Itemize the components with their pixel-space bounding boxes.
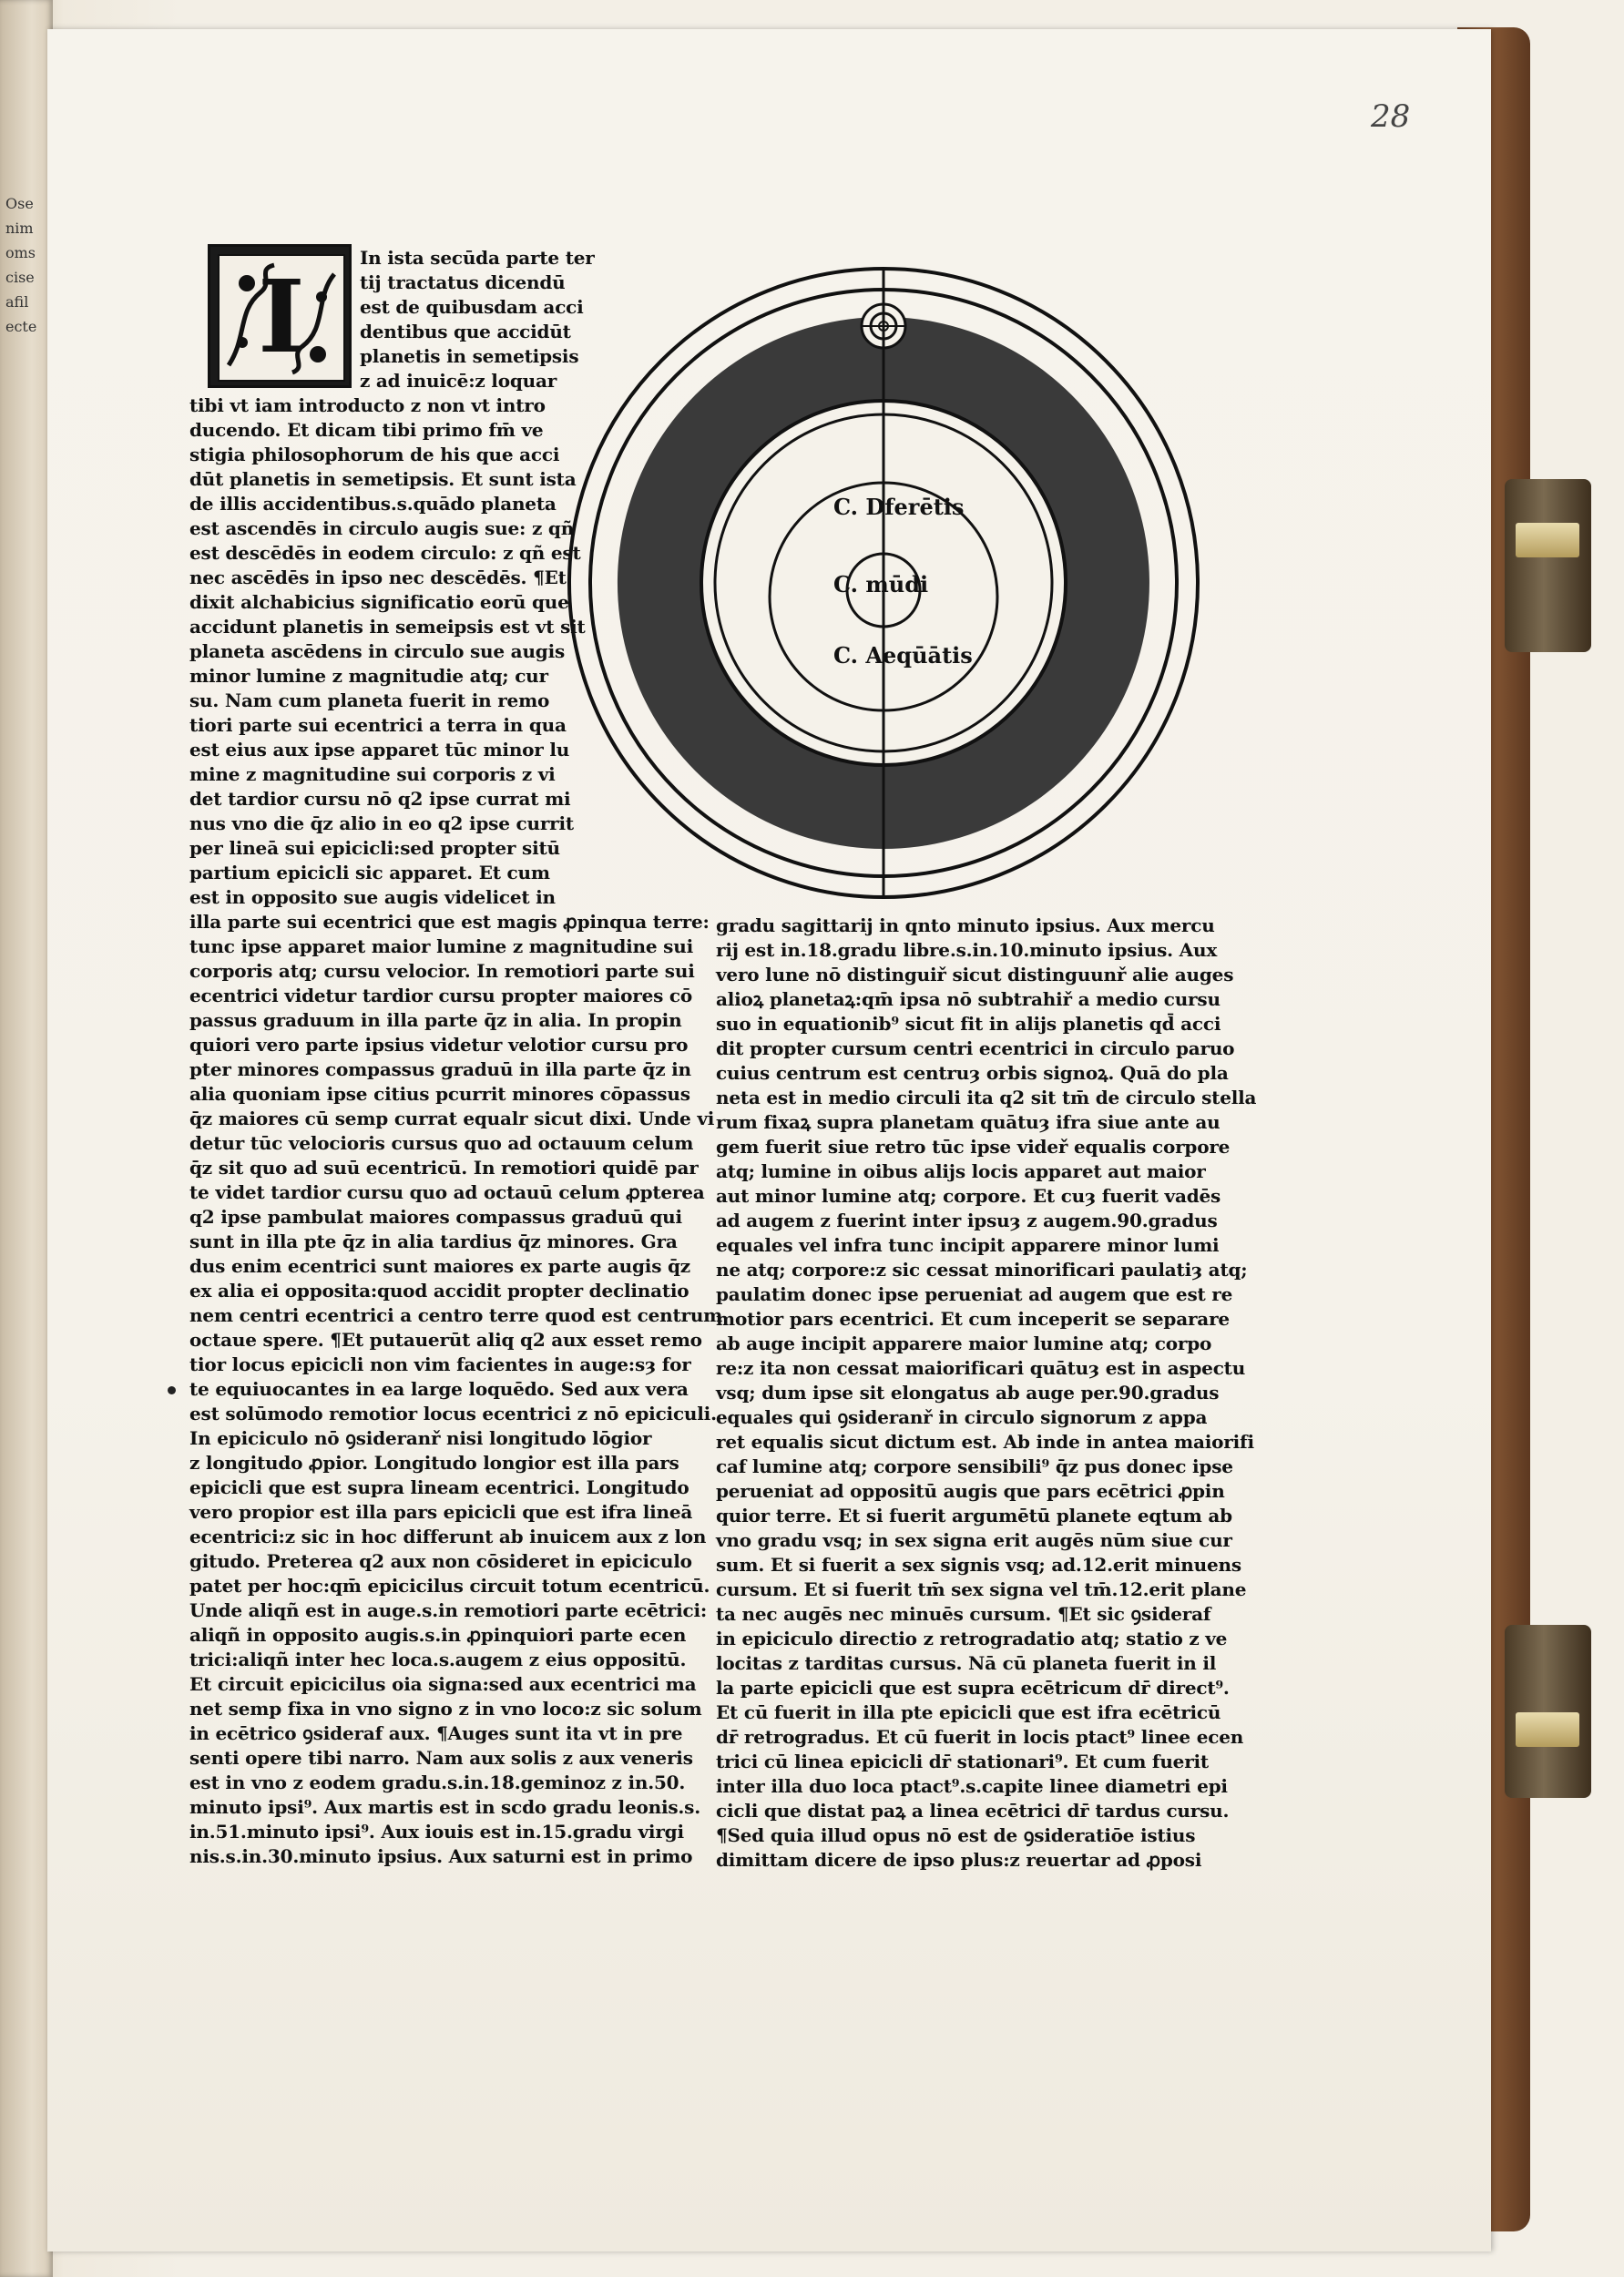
text-line: dr̄ retrogradus. Et cū fuerit in locis ptact⁹ linee ecen	[716, 1726, 1244, 1748]
text-line: tiori parte sui ecentrici a terra in qua	[189, 714, 567, 736]
label-deferentis: C. Dferētis	[833, 494, 965, 520]
left-leaf-text-fragments: Ose nim oms cise afil ecte	[5, 195, 37, 335]
text-line: est eius aux ipse apparet tūc minor lu	[189, 739, 570, 761]
label-equantis: C. Aeqūātis	[833, 642, 973, 669]
text-line: te videt tardior cursu quo ad octauū celum ꝓpterea	[189, 1181, 705, 1203]
planetary-circles-diagram	[565, 255, 1202, 911]
text-line: trici:aliqñ inter hec loca.s.augem z eius oppositū.	[189, 1649, 687, 1670]
initial-letter: I	[258, 258, 305, 375]
text-line: corporis atq; cursu velocior. In remotiori parte sui	[189, 960, 695, 982]
upper-clasp-brass	[1516, 523, 1579, 557]
text-line: ex alia ei opposita:quod accidit propter declinatio	[189, 1280, 689, 1302]
text-line: vero propior est illa pars epicicli que est ifra lineā	[189, 1501, 693, 1523]
text-line: dus enim ecentrici sunt maiores ex parte augis q̄z	[189, 1255, 690, 1277]
text-line: Et circuit epicicilus oia signa:sed aux ecentrici ma	[189, 1673, 697, 1695]
text-line: nec ascēdēs in ipso nec descēdēs. ¶Et	[189, 567, 567, 588]
text-line: ducendo. Et dicam tibi primo fm̄ ve	[189, 419, 544, 441]
text-line: aliqñ in opposito augis.s.in ꝓpinquiori parte ecen	[189, 1624, 687, 1646]
text-line: caf lumine atq; corpore sensibili⁹ q̄z pus donec ipse	[716, 1455, 1233, 1477]
text-line: re:z ita non cessat maiorificari quātuȝ est in aspectu	[716, 1357, 1246, 1379]
text-line: sunt in illa pte q̄z in alia tardius q̄z minores. Gra	[189, 1230, 678, 1252]
text-line: neta est in medio circuli ita q2 sit tm̄ de circulo stella	[716, 1087, 1257, 1108]
text-line: detur tūc velocioris cursus quo ad octauum celum	[189, 1132, 694, 1154]
text-line: patet per hoc:qm̄ epicicilus circuit totum ecentricū.	[189, 1575, 710, 1597]
text-line: dixit alchabicius significatio eorū que	[189, 591, 569, 613]
text-line: ta nec augēs nec minuēs cursum. ¶Et sic ꝯsideraf	[716, 1603, 1211, 1625]
lower-clasp-brass	[1516, 1712, 1579, 1747]
text-line: ¶Sed quia illud opus nō est de ꝯsideratiōe istius	[716, 1824, 1196, 1846]
text-line: tij tractatus dicendū	[360, 271, 566, 293]
margin-marker-dot	[168, 1386, 176, 1394]
text-line: cuius centrum est centruȝ orbis signoꝝ. Quā do pla	[716, 1062, 1229, 1084]
text-line: In epiciculo nō ꝯsideranř nisi longitudo lōgior	[189, 1427, 652, 1449]
text-line: q̄z maiores cū semp currat equalr sicut dixi. Unde vi	[189, 1108, 715, 1129]
text-line: minor lumine z magnitudie atq; cur	[189, 665, 548, 687]
text-line: passus graduum in illa parte q̄z in alia. In propin	[189, 1009, 682, 1031]
text-line: In ista secūda parte ter	[360, 247, 595, 269]
text-line: dit propter cursum centri ecentrici in circulo paruo	[716, 1037, 1235, 1059]
column-2-text	[716, 914, 1257, 1873]
adjacent-left-leaf	[0, 0, 53, 2277]
decorated-initial-field	[218, 254, 345, 382]
text-line: epicicli que est supra lineam ecentrici. Longitudo	[189, 1476, 689, 1498]
text-line: te equiuocantes in ea large loquēdo. Sed aux vera	[189, 1378, 689, 1400]
text-line: gitudo. Preterea q2 aux non cōsideret in epiciculo	[189, 1550, 692, 1572]
text-line: dūt planetis in semetipsis. Et sunt ista	[189, 468, 577, 490]
column-1-intro-text	[360, 246, 595, 393]
text-line: in epiciculo directio z retrogradatio atq; statio z ve	[716, 1628, 1228, 1649]
text-line: q̄z sit quo ad suū ecentricū. In remotiori quidē par	[189, 1157, 699, 1179]
text-line: quiori vero parte ipsius videtur velotior cursu pro	[189, 1034, 689, 1056]
text-line: illa parte sui ecentrici que est magis ꝓpinqua terre:	[189, 911, 710, 933]
text-line: quior terre. Et si fuerit argumētū planete eqtum ab	[716, 1505, 1232, 1527]
text-line: accidunt planetis in semeipsis est vt sit	[189, 616, 586, 638]
text-line: ad augem z fuerint inter ipsuȝ z augem.90.gradus	[716, 1210, 1218, 1231]
text-line: trici cū linea epicicli dr̄ stationari⁹. Et cum fuerit	[716, 1751, 1209, 1772]
text-line: est descēdēs in eodem circulo: z qñ est	[189, 542, 581, 564]
text-line: vno gradu vsq; in sex signa erit augēs nūm siue cur	[716, 1529, 1232, 1551]
text-line: ret equalis sicut dictum est. Ab inde in antea maiorifi	[716, 1431, 1254, 1453]
text-line: su. Nam cum planeta fuerit in remo	[189, 689, 550, 711]
text-line: cursum. Et si fuerit tm̄ sex signa vel tm̄.12.erit plane	[716, 1578, 1247, 1600]
text-line: perueniat ad oppositū augis que pars ecētrici ꝓpin	[716, 1480, 1225, 1502]
upper-clasp	[1505, 479, 1591, 652]
text-line: de illis accidentibus.s.quādo planeta	[189, 493, 557, 515]
text-line: mine z magnitudine sui corporis z vi	[189, 763, 556, 785]
text-line: Unde aliqñ est in auge.s.in remotiori parte ecētrici:	[189, 1599, 708, 1621]
text-line: minuto ipsi⁹. Aux martis est in scdo gradu leonis.s.	[189, 1796, 700, 1818]
text-line: tibi vt iam introducto z non vt intro	[189, 394, 546, 416]
text-line: locitas z tarditas cursus. Nā cū planeta fuerit in il	[716, 1652, 1217, 1674]
text-line: z longitudo ꝓpior. Longitudo longior est illa pars	[189, 1452, 679, 1474]
text-line: ecentrici videtur tardior cursu propter maiores cō	[189, 985, 693, 1006]
text-line: planeta ascēdens in circulo sue augis	[189, 640, 566, 662]
text-line: stigia philosophorum de his que acci	[189, 444, 560, 465]
text-line: nus vno die q̄z alio in eo q2 ipse currit	[189, 812, 574, 834]
text-line: suo in equationib⁹ sicut fit in alijs planetis qd̄ acci	[716, 1013, 1221, 1035]
text-line: det tardior cursu nō q2 ipse currat mi	[189, 788, 571, 810]
text-line: est de quibusdam acci	[360, 296, 584, 318]
text-line: est ascendēs in circulo augis sue: z qñ	[189, 517, 575, 539]
text-line: rij est in.18.gradu libre.s.in.10.minuto ipsius. Aux	[716, 939, 1218, 961]
text-line: motior pars ecentrici. Et cum inceperit se separare	[716, 1308, 1230, 1330]
label-mundi: C. mūdi	[833, 571, 929, 597]
text-line: ab auge incipit apparere maior lumine atq; corpo	[716, 1333, 1212, 1354]
text-line: ne atq; corpore:z sic cessat minorificari paulatiȝ atq;	[716, 1259, 1248, 1281]
text-line: paulatim donec ipse perueniat ad augem que est re	[716, 1283, 1233, 1305]
text-line: planetis in semetipsis	[360, 345, 579, 367]
text-line: la parte epicicli que est supra ecētricum dr̄ direct⁹.	[716, 1677, 1230, 1699]
initial-foliage-icon	[220, 256, 343, 380]
text-line: ecentrici:z sic in hoc differunt ab inuicem aux z lon	[189, 1526, 707, 1547]
text-line: dentibus que accidūt	[360, 321, 571, 342]
text-line: tior locus epicicli non vim facientes in auge:sȝ for	[189, 1353, 691, 1375]
text-line: atq; lumine in oibus alijs locis apparet aut maior	[716, 1160, 1206, 1182]
text-line: nem centri ecentrici a centro terre quod est centrum	[189, 1304, 723, 1326]
text-line: dimittam dicere de ipso plus:z reuertar ad ꝓposi	[716, 1849, 1202, 1871]
text-line: in ecētrico ꝯsideraf aux. ¶Auges sunt ita vt in pre	[189, 1722, 683, 1744]
text-line: vsq; dum ipse sit elongatus ab auge per.90.gradus	[716, 1382, 1220, 1404]
text-line: equales qui ꝯsideranř in circulo signorum z appa	[716, 1406, 1208, 1428]
text-line: est in vno z eodem gradu.s.in.18.geminoz z in.50.	[189, 1772, 686, 1793]
text-line: gradu sagittarij in qnto minuto ipsius. Aux mercu	[716, 914, 1215, 936]
text-line: aut minor lumine atq; corpore. Et cuȝ fuerit vadēs	[716, 1185, 1221, 1207]
text-line: tunc ipse apparet maior lumine z magnitudine sui	[189, 935, 693, 957]
text-line: per lineā sui epicicli:sed propter sitū	[189, 837, 560, 859]
text-line: nis.s.in.30.minuto ipsius. Aux saturni est in primo	[189, 1845, 693, 1867]
text-line: sum. Et si fuerit a sex signis vsq; ad.12.erit minuens	[716, 1554, 1241, 1576]
folio-number: 28	[1371, 98, 1411, 135]
text-line: in.51.minuto ipsi⁹. Aux iouis est in.15.gradu virgi	[189, 1821, 684, 1843]
lower-clasp	[1505, 1625, 1591, 1798]
text-line: est in opposito sue augis videlicet in	[189, 886, 556, 908]
text-line: rum fixaꝝ supra planetam quātuȝ ifra siue ante au	[716, 1111, 1221, 1133]
text-line: senti opere tibi narro. Nam aux solis z aux veneris	[189, 1747, 693, 1769]
text-line: vero lune nō distinguiř sicut distinguunř alie auges	[716, 964, 1234, 985]
text-line: partium epicicli sic apparet. Et cum	[189, 862, 550, 883]
decorated-initial	[208, 244, 352, 388]
text-line: z ad inuicē:z loquar	[360, 370, 557, 392]
text-line: gem fuerit siue retro tūc ipse videř equalis corpore	[716, 1136, 1231, 1158]
text-line: est solūmodo remotior locus ecentrici z nō epiciculi.	[189, 1403, 717, 1424]
text-line: alia quoniam ipse citius pcurrit minores cōpassus	[189, 1083, 690, 1105]
text-line: q2 ipse pambulat maiores compassus graduū qui	[189, 1206, 682, 1228]
text-line: Et cū fuerit in illa pte epicicli que est ifra ecētricū	[716, 1701, 1221, 1723]
text-line: alioꝝ planetaꝝ:qm̄ ipsa nō subtrahiř a medio cursu	[716, 988, 1221, 1010]
diagram-svg	[565, 255, 1202, 911]
text-line: equales vel infra tunc incipit apparere minor lumi	[716, 1234, 1220, 1256]
text-line: cicli que distat paꝝ a linea ecētrici dr̄ tardus cursu.	[716, 1800, 1230, 1822]
text-line: octaue spere. ¶Et putauerūt aliq q2 aux esset remo	[189, 1329, 702, 1351]
text-line: inter illa duo loca ptact⁹.s.capite linee diametri epi	[716, 1775, 1228, 1797]
text-line: net semp fixa in vno signo z in vno loco:z sic solum	[189, 1698, 702, 1720]
text-line: pter minores compassus graduū in illa parte q̄z in	[189, 1058, 691, 1080]
